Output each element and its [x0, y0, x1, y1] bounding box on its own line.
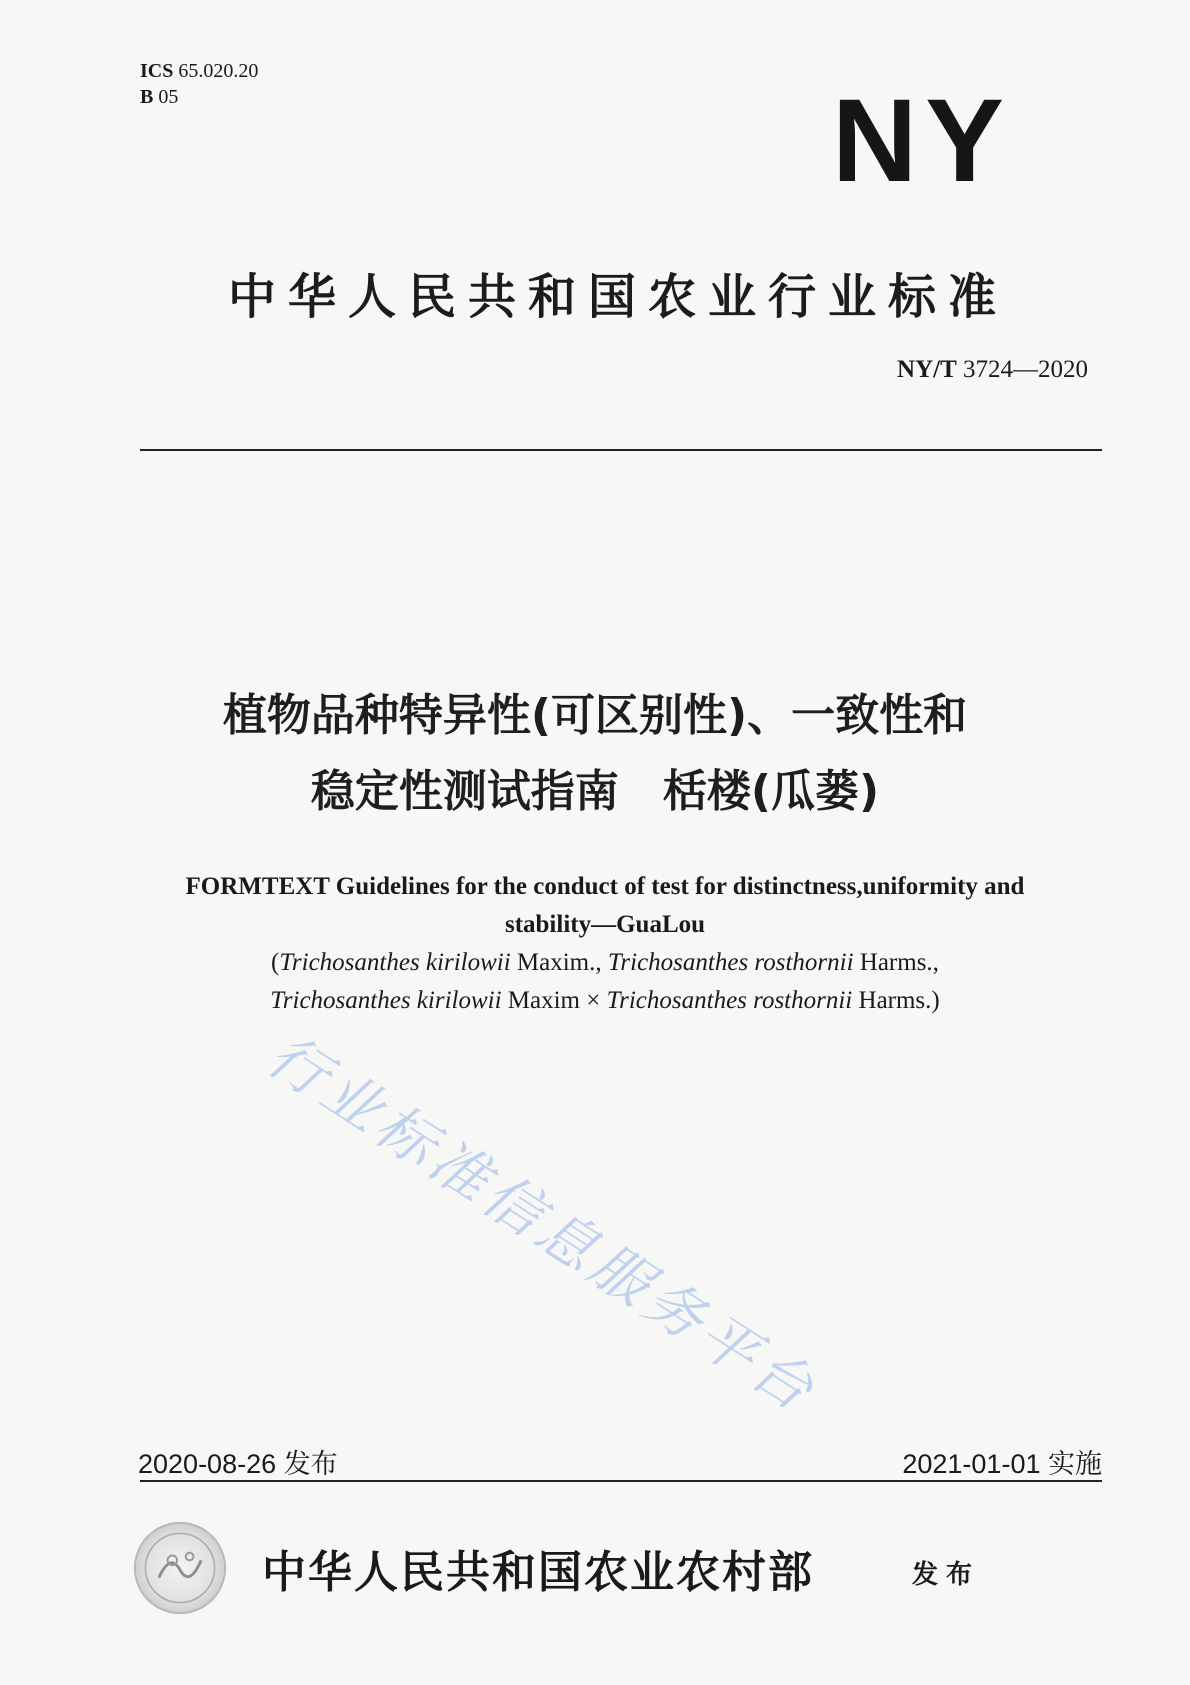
implementation-date [902, 1442, 1102, 1481]
chinese-title [120, 678, 1070, 830]
species-name: Trichosanthes kirilowii [270, 987, 502, 1014]
ccs-code: 05 [158, 86, 179, 108]
publish-label: 发布 [912, 1560, 981, 1590]
ics-code-line [140, 58, 258, 84]
open-paren: ( [271, 949, 280, 976]
standard-category-title: 中华人民共和国农业行业标准 [227, 269, 1008, 325]
top-divider [140, 449, 1102, 451]
issue-date [138, 1442, 338, 1481]
species-authority: Maxim × [501, 987, 607, 1014]
species-name: Trichosanthes rosthornii [606, 987, 853, 1014]
issue-date-value: 2020-08-26 [138, 1449, 277, 1479]
standard-number [897, 356, 1088, 384]
species-name: Trichosanthes rosthornii [607, 949, 854, 976]
standard-prefix: NY/T [897, 356, 957, 383]
ccs-label: B [140, 86, 154, 108]
watermark: 行业标准信息服务平台 [255, 1020, 830, 1427]
classification-codes [140, 58, 258, 110]
issue-date-label: 发布 [283, 1449, 338, 1479]
species-line-1 [130, 944, 1080, 982]
english-title [130, 868, 1080, 1020]
species-authority: Maxim., [510, 949, 608, 976]
english-title-line-1: FORMTEXT Guidelines for the conduct of test for distinctness,uniformity and [185, 873, 1025, 900]
chinese-title-line-2: 稳定性测试指南 栝楼(瓜蒌) [310, 766, 880, 817]
ics-label: ICS [140, 60, 174, 82]
species-name: Trichosanthes kirilowii [279, 949, 511, 976]
species-authority: Harms., [853, 949, 939, 976]
english-title-line-2: stability—GuaLou [504, 911, 706, 938]
ministry-seal-icon [132, 1520, 228, 1616]
species-line-2 [130, 982, 1080, 1020]
implementation-date-label: 实施 [1048, 1449, 1102, 1479]
species-authority: Harms.) [852, 987, 940, 1014]
chinese-title-line-1: 植物品种特异性(可区别性)、一致性和 [222, 690, 968, 741]
ics-code: 65.020.20 [178, 60, 259, 82]
ny-logo: NY [832, 75, 1012, 207]
implementation-date-value: 2021-01-01 [902, 1449, 1041, 1479]
bottom-divider [140, 1480, 1102, 1482]
publisher-name: 中华人民共和国农业农村部 [262, 1547, 814, 1598]
ccs-code-line [140, 84, 258, 110]
standard-number-value: 3724—2020 [963, 356, 1088, 383]
